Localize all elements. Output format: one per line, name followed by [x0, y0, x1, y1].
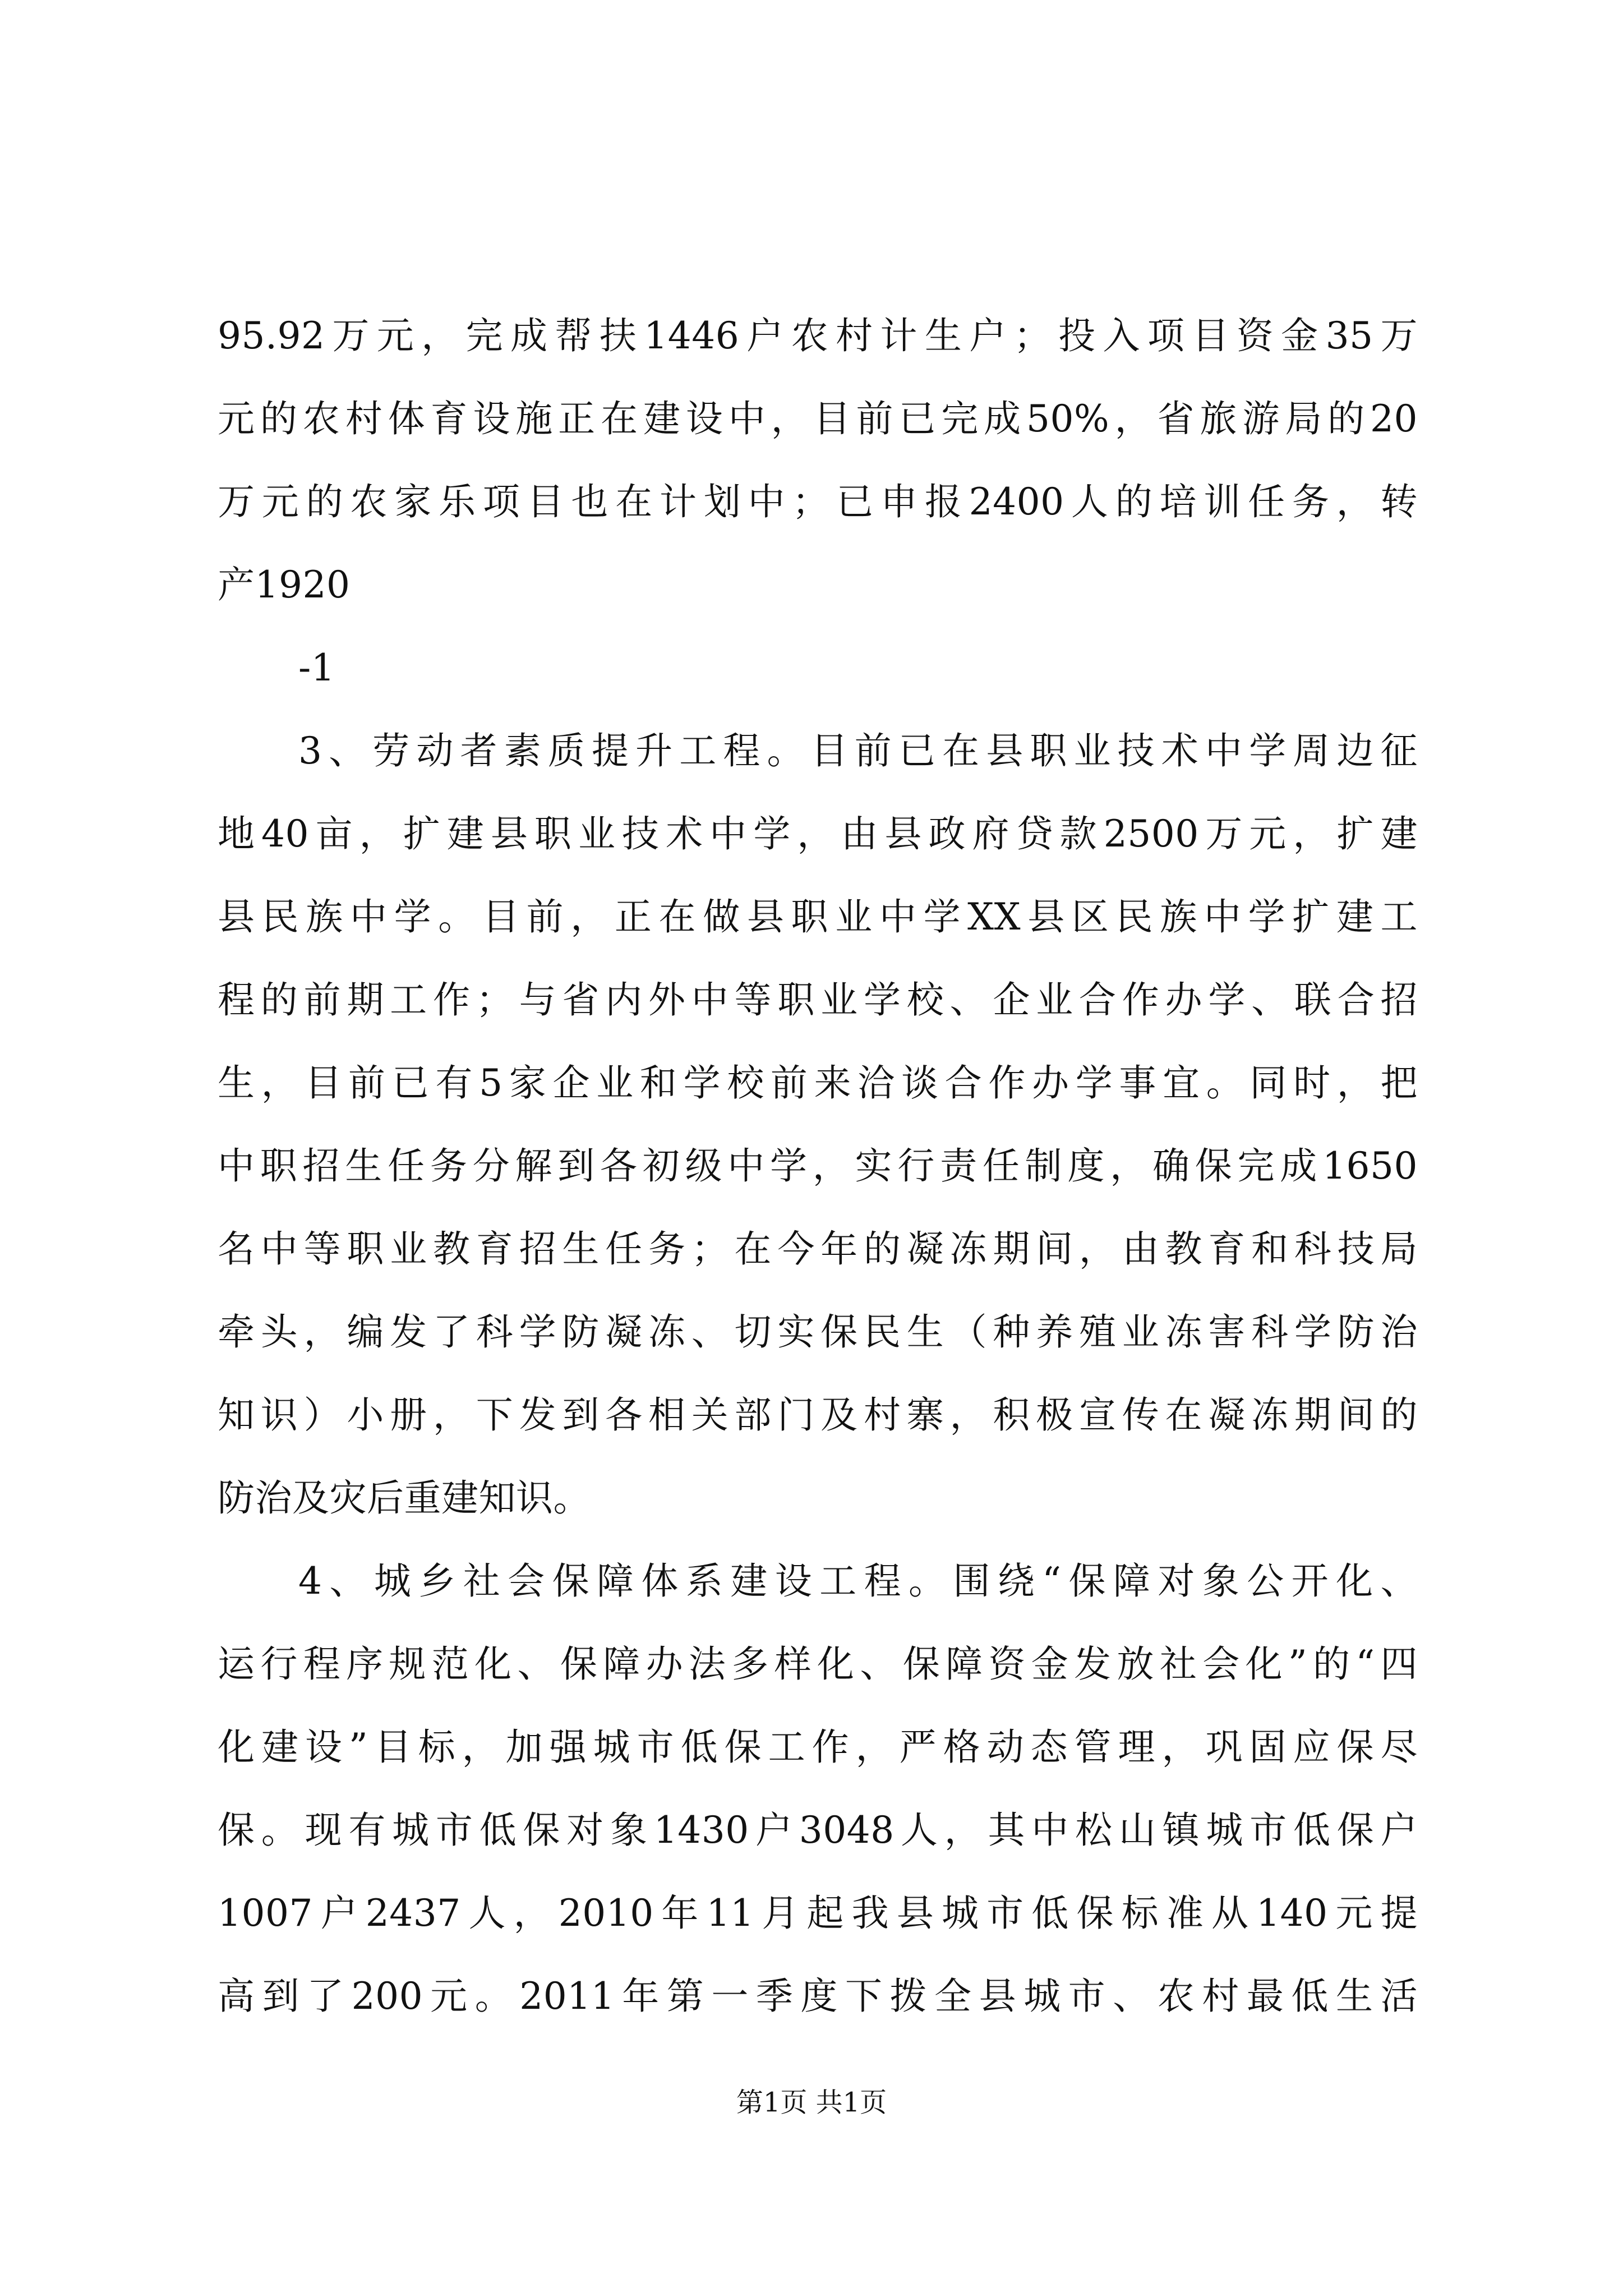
text-line: 元的农村体育设施正在建设中，目前已完成50%，省旅游局的20 — [218, 397, 1418, 440]
text-line: 生，目前已有5家企业和学校前来洽谈合作办学事宜。同时，把 — [218, 1061, 1418, 1105]
text-line: 牵头，编发了科学防凝冻、切实保民生（种养殖业冻害科学防治 — [218, 1310, 1418, 1354]
text-line: 程的前期工作；与省内外中等职业学校、企业合作办学、联合招 — [218, 978, 1418, 1022]
text-line: 地40亩，扩建县职业技术中学，由县政府贷款2500万元，扩建 — [218, 812, 1418, 855]
text-line: 化建设”目标，加强城市低保工作，严格动态管理，巩固应保尽 — [218, 1726, 1418, 1769]
document-body — [218, 295, 1418, 2038]
text-line: 名中等职业教育招生任务；在今年的凝冻期间，由教育和科技局 — [218, 1227, 1418, 1271]
text-line: -1 — [298, 646, 335, 689]
text-line: 95.92万元，完成帮扶1446户农村计生户；投入项目资金35万 — [218, 314, 1418, 357]
text-line: 产1920 — [218, 563, 351, 606]
text-line: 防治及灾后重建知识。 — [218, 1476, 591, 1520]
text-line: 万元的农家乐项目也在计划中；已申报2400人的培训任务，转 — [218, 480, 1418, 523]
text-line: 高到了200元。2011年第一季度下拨全县城市、农村最低生活 — [218, 1975, 1418, 2018]
text-line: 中职招生任务分解到各初级中学，实行责任制度，确保完成1650 — [218, 1144, 1418, 1188]
text-line: 运行程序规范化、保障办法多样化、保障资金发放社会化”的“四 — [218, 1642, 1418, 1686]
text-line: 知识）小册，下发到各相关部门及村寨，积极宣传在凝冻期间的 — [218, 1393, 1418, 1437]
paragraph-4-first-line: 4、城乡社会保障体系建设工程。围绕“保障对象公开化、 — [298, 1559, 1418, 1603]
paragraph-3-first-line: 3、劳动者素质提升工程。目前已在县职业技术中学周边征 — [298, 729, 1418, 772]
text-line: 1007户2437人，2010年11月起我县城市低保标准从140元提 — [218, 1892, 1418, 1935]
text-line: 县民族中学。目前，正在做县职业中学XX县区民族中学扩建工 — [218, 895, 1418, 938]
page-footer: 第1页 共1页 — [736, 2087, 887, 2118]
text-line: 保。现有城市低保对象1430户3048人，其中松山镇城市低保户 — [218, 1809, 1418, 1852]
